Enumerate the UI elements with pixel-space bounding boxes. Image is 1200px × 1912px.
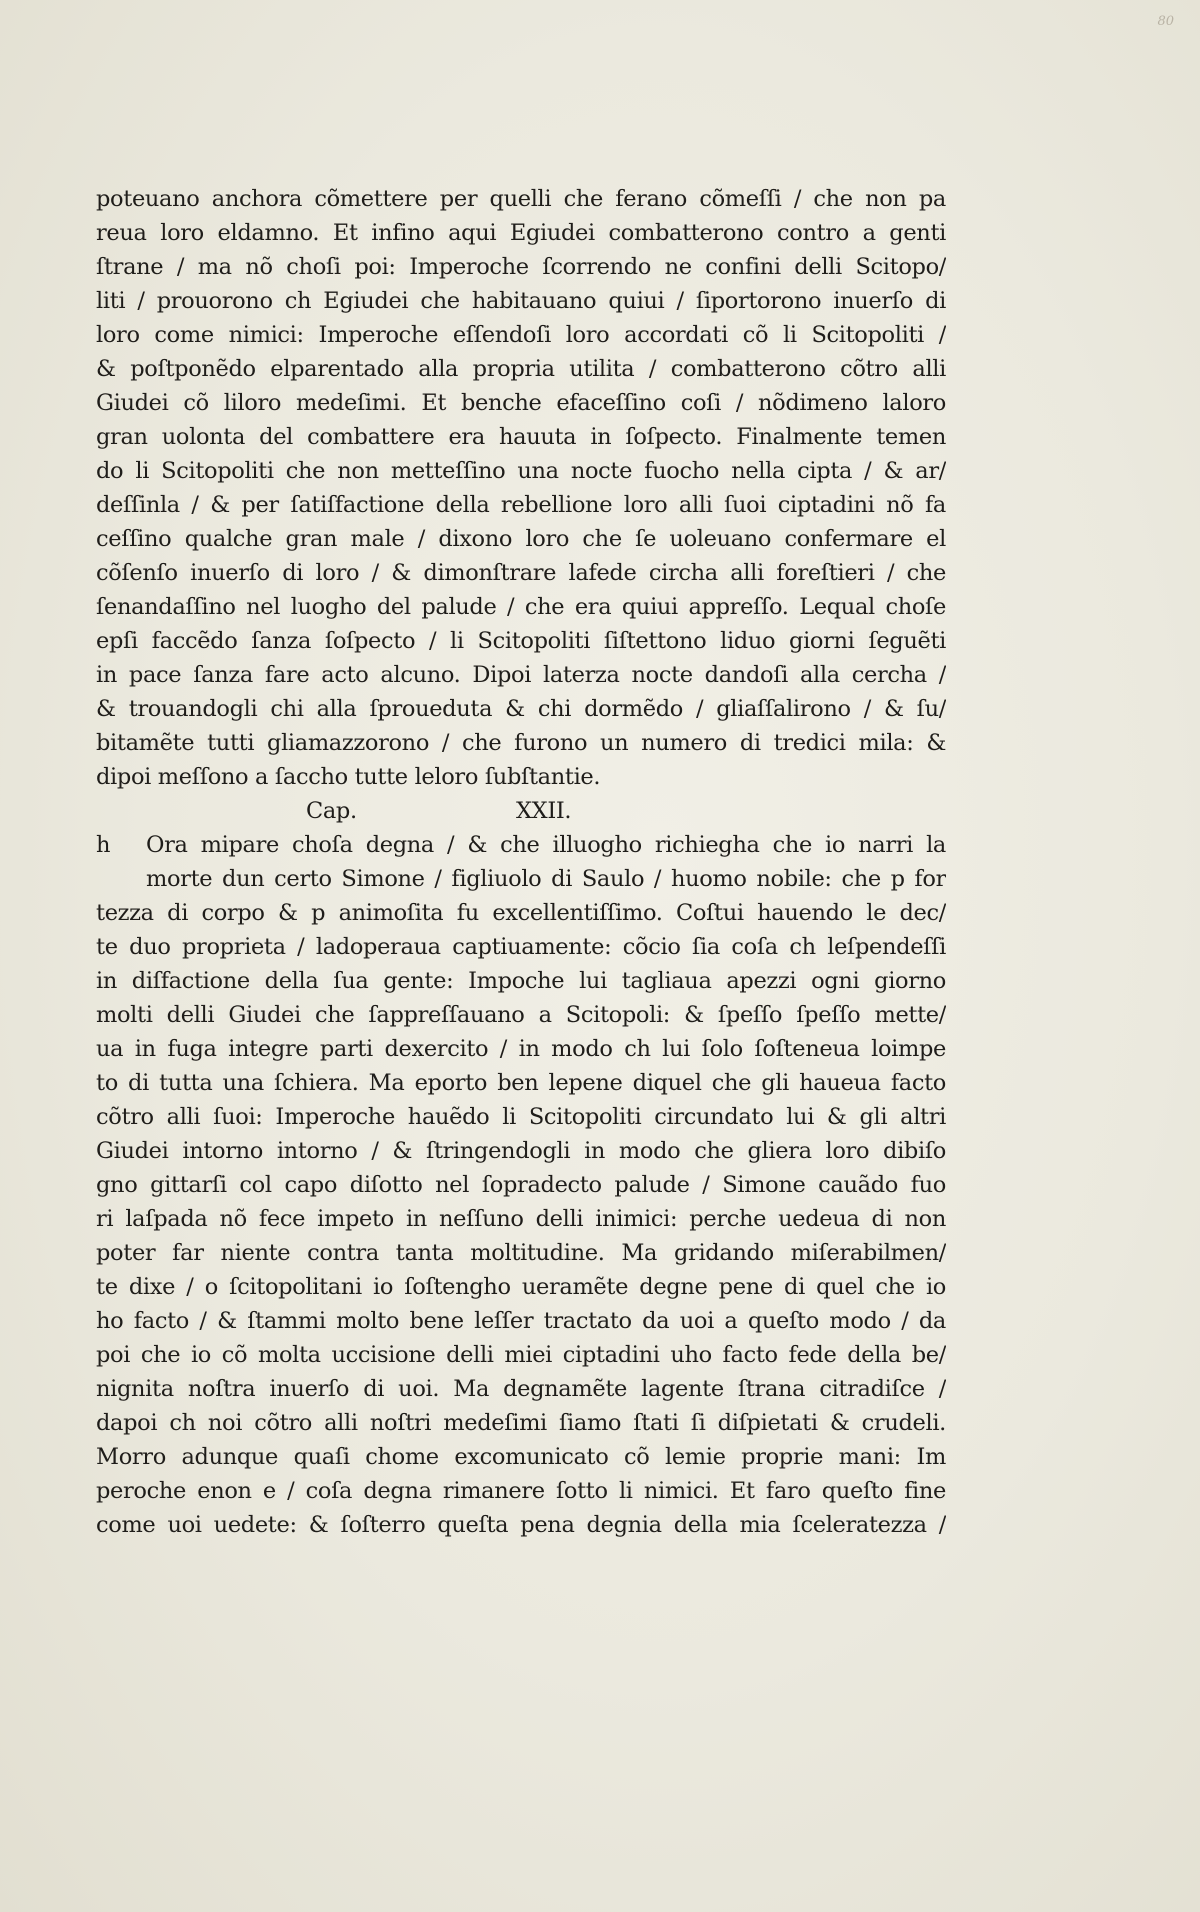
text-line: poi che io cõ molta uccisione delli miei ciptadini uho facto fede della be/: [96, 1342, 946, 1368]
text-line: te duo proprieta / ladoperaua captiuamente: cõcio ſia coſa ch leſpendeſſi: [96, 934, 946, 960]
text-line: cõſenſo inuerſo di loro / & dimonſtrare lafede circha alli foreſtieri / che: [96, 560, 946, 586]
text-line: to di tutta una ſchiera. Ma eporto ben lepene diquel che gli haueua facto: [96, 1070, 946, 1096]
chapter-label: Cap.: [306, 798, 357, 824]
text-line: poter far niente contra tanta moltitudine. Ma gridando miſerabilmen/: [96, 1240, 946, 1266]
text-line: tezza di corpo & p animoſita fu excellentiſſimo. Coſtui hauendo le dec/: [96, 900, 946, 926]
text-line: & trouandogli chi alla ſproueduta & chi dormẽdo / gliaſſalirono / & ſu/: [96, 696, 946, 722]
text-line: ſenandaſſino nel luogho del palude / che era quiui appreſſo. Lequal choſe: [96, 594, 946, 620]
text-line: in diſfactione della ſua gente: Impoche lui tagliaua apezzi ogni giorno: [96, 968, 946, 994]
text-line: ri laſpada nõ fece impeto in neſſuno delli inimici: perche uedeua di non: [96, 1206, 946, 1232]
first-line-text: Ora mipare choſa degna / & che illuogho richiegha che io narri la: [146, 832, 946, 858]
text-line: & poſtponẽdo elparentado alla propria utilita / combatterono cõtro alli: [96, 356, 946, 382]
text-line: cõtro alli ſuoi: Imperoche hauẽdo li Scitopoliti circundato lui & gli altri: [96, 1104, 946, 1130]
text-line: reua loro eldamno. Et infino aqui Egiudei combatterono contro a genti: [96, 220, 946, 246]
text-line: do li Scitopoliti che non metteſſino una nocte fuocho nella cipta / & ar/: [96, 458, 946, 484]
text-line: Giudei intorno intorno / & ſtringendogli in modo che gliera loro dibiſo: [96, 1138, 946, 1164]
text-line: Morro adunque quaſi chome excomunicato cõ lemie proprie mani: Im: [96, 1444, 946, 1470]
text-line: in pace ſanza fare acto alcuno. Dipoi laterza nocte dandoſi alla cercha /: [96, 662, 946, 688]
text-line: gran uolonta del combattere era hauuta in ſoſpecto. Finalmente temen: [96, 424, 946, 450]
chapter-first-line: [96, 828, 946, 862]
initial-letter: h: [96, 832, 111, 858]
text-line: dapoi ch noi cõtro alli noſtri medeſimi ſiamo ſtati ſi diſpietati & crudeli.: [96, 1410, 946, 1436]
chapter-heading: [96, 794, 946, 828]
text-line: liti / prouorono ch Egiudei che habitauano quiui / ſiportorono inuerſo di: [96, 288, 946, 314]
text-block: [96, 182, 946, 1542]
text-line: nignita noſtra inuerſo di uoi. Ma degnamẽte lagente ſtrana citradiſce /: [96, 1376, 946, 1402]
text-line: bitamẽte tutti gliamazzorono / che furono un numero di tredici mila: &: [96, 730, 946, 756]
text-line: deſſinla / & per ſatiſfactione della rebellione loro alli ſuoi ciptadini nõ fa: [96, 492, 946, 518]
chapter-number: XXII.: [516, 798, 572, 824]
paragraph-before-chapter: [96, 182, 946, 794]
text-line: ua in fuga integre parti dexercito / in modo ch lui ſolo ſoſteneua loimpe: [96, 1036, 946, 1062]
text-line: peroche enon e / coſa degna rimanere ſotto li nimici. Et faro queſto fine: [96, 1478, 946, 1504]
text-line: ho facto / & ſtammi molto bene leſſer tractato da uoi a queſto modo / da: [96, 1308, 946, 1334]
text-line: molti delli Giudei che ſappreſſauano a Scitopoli: & ſpeſſo ſpeſſo mette/: [96, 1002, 946, 1028]
text-line: epſi faccẽdo ſanza ſoſpecto / li Scitopoliti ſiſtettono liduo giorni ſeguẽti: [96, 628, 946, 654]
text-line: gno gittarſi col capo diſotto nel ſopradecto palude / Simone cauãdo fuo: [96, 1172, 946, 1198]
folio-number: 80: [1157, 14, 1174, 29]
text-line: come uoi uedete: & ſoſterro queſta pena degnia della mia ſceleratezza /: [96, 1512, 946, 1538]
text-line: loro come nimici: Imperoche eſſendoſi loro accordati cõ li Scitopoliti /: [96, 322, 946, 348]
chapter-second-line: [96, 862, 946, 896]
text-line: te dixe / o ſcitopolitani io ſoſtengho ueramẽte degne pene di quel che io: [96, 1274, 946, 1300]
text-line: ceſſino qualche gran male / dixono loro che ſe uoleuano confermare el: [96, 526, 946, 552]
text-line: ſtrane / ma nõ choſi poi: Imperoche ſcorrendo ne confini delli Scitopo/: [96, 254, 946, 280]
text-line: Giudei cõ liloro medeſimi. Et benche efaceſſino coſi / nõdimeno laloro: [96, 390, 946, 416]
text-line: dipoi meſſono a ſaccho tutte leloro ſubſtantie.: [96, 764, 601, 790]
text-line: poteuano anchora cõmettere per quelli che ferano cõmeſſi / che non pa: [96, 186, 946, 212]
paragraph-after-chapter: [96, 896, 946, 1542]
second-line-text: morte dun certo Simone / figliuolo di Saulo / huomo nobile: che p for: [146, 866, 946, 892]
